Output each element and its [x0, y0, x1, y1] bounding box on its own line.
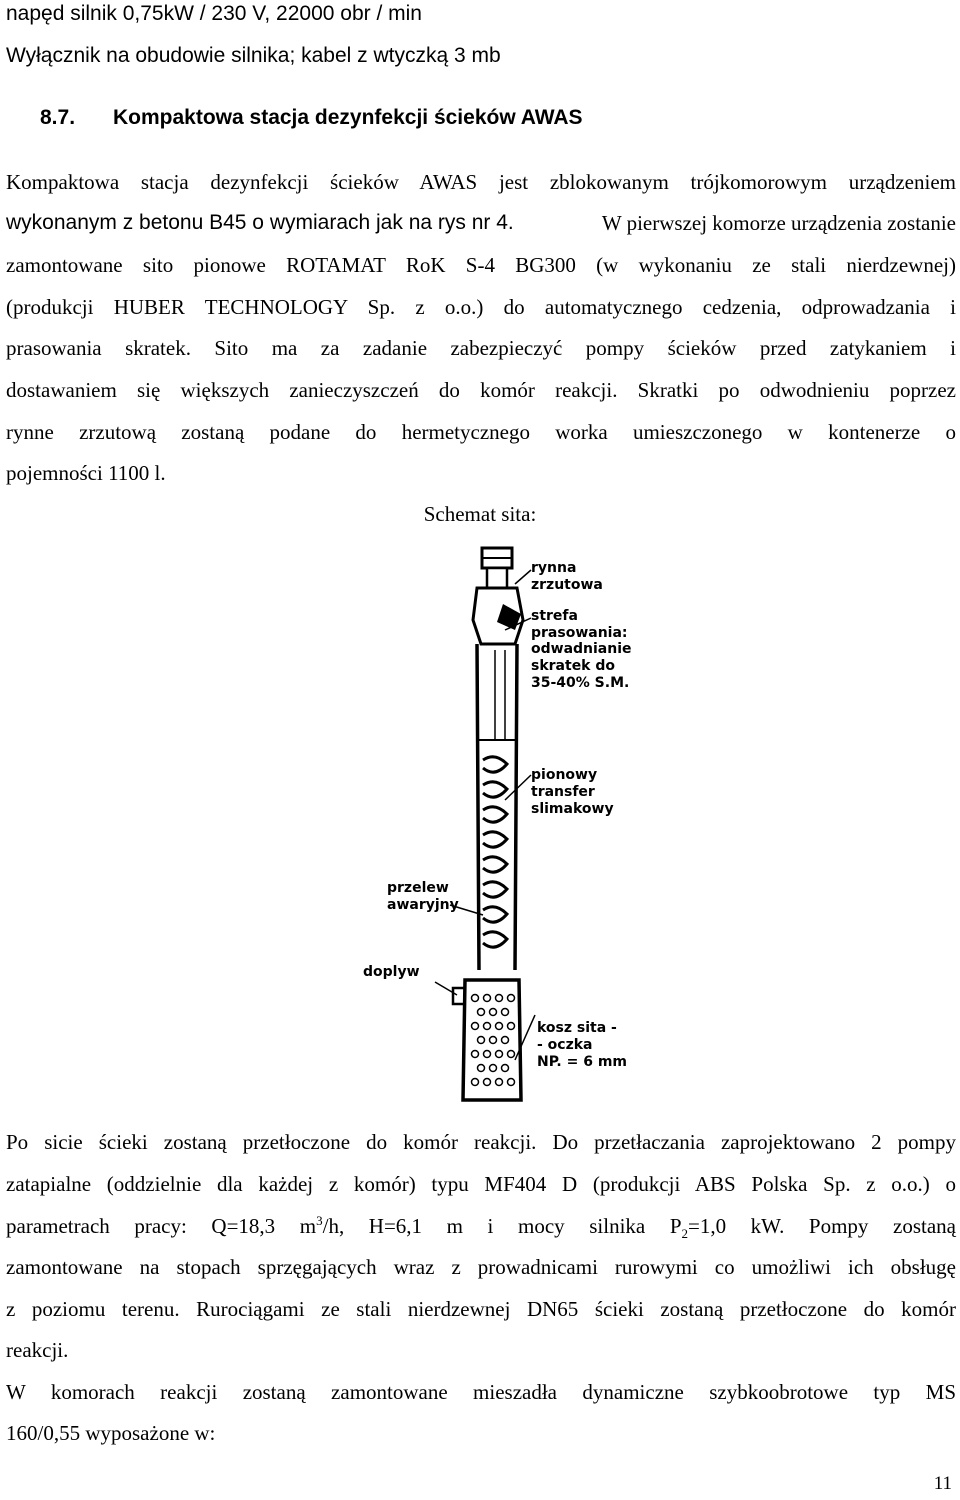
- para1-line-2a: wykonanym z betonu B45 o wymiarach jak na rys nr 4.: [6, 211, 514, 234]
- para2-line-6: reakcji.: [6, 1338, 69, 1362]
- para1-line-8: pojemności 1100 l.: [6, 461, 166, 485]
- para1-line-1: Kompaktowa stacja dezynfekcji ścieków AWAS jest zblokowanym trójkomorowym urządzeniem: [6, 170, 956, 194]
- para2-line-4: zamontowane na stopach sprzęgających wraz z prowadnicami rurowymi co umożliwi ich obsługę: [6, 1255, 956, 1279]
- label-strefa-5: 35-40% S.M.: [531, 675, 630, 691]
- intro-line-1: napęd silnik 0,75kW / 230 V, 22000 obr / min: [6, 2, 422, 25]
- para2-line-3b: /h, H=6,1 m i mocy silnika P: [322, 1214, 682, 1238]
- para2-line-2: zatapialne (oddzielnie dla każdej z komór) typu MF404 D (produkcji ABS Polska Sp. z o.o.) o: [6, 1172, 956, 1196]
- para2-line-5: z poziomu terenu. Rurociągami ze stali nierdzewnej DN65 ścieki zostaną przetłoczone do komór: [6, 1297, 956, 1321]
- section-title: Kompaktowa stacja dezynfekcji ścieków AWAS: [113, 106, 583, 129]
- para1-line-5: prasowania skratek. Sito ma za zadanie zabezpieczyć pompy ścieków przed zatykaniem i: [6, 336, 956, 360]
- section-number: 8.7.: [40, 106, 76, 129]
- figure-caption: Schemat sita:: [423, 502, 537, 526]
- screw-conveyor: [483, 757, 507, 947]
- label-doplyw: doplyw: [363, 964, 420, 980]
- para3-line-1: W komorach reakcji zostaną zamontowane mieszadła dynamiczne szybkoobrotowe typ MS: [6, 1380, 956, 1404]
- label-kosz-3: NP. = 6 mm: [537, 1054, 627, 1070]
- label-transfer-1: pionowy: [531, 767, 598, 783]
- page-number: 11: [933, 1473, 952, 1494]
- label-rynna-1: rynna: [531, 560, 577, 576]
- para2-line-3-sub: 2: [681, 1226, 688, 1242]
- label-strefa-4: skratek do: [531, 658, 616, 674]
- para1-line-2b: W pierwszej komorze urządzenia zostanie: [601, 211, 956, 235]
- label-transfer-3: slimakowy: [531, 801, 614, 817]
- label-kosz-1: kosz sita -: [537, 1020, 617, 1036]
- para2-line-3: [6, 1213, 956, 1242]
- label-strefa-1: strefa: [531, 608, 578, 624]
- para1-line-6: dostawaniem się większych zanieczyszczeń do komór reakcji. Skratki po odwodnieniu poprzez: [6, 378, 956, 402]
- para2-line-1: Po sicie ścieki zostaną przetłoczone do komór reakcji. Do przetłaczania zaprojektowano 2 pompy: [6, 1130, 956, 1154]
- para2-line-3c: =1,0 kW. Pompy zostaną: [688, 1214, 956, 1238]
- para1-line-2: [6, 211, 956, 235]
- para1-line-3: zamontowane sito pionowe ROTAMAT RoK S-4 BG300 (w wykonaniu ze stali nierdzewnej): [6, 253, 956, 277]
- label-kosz-2: - oczka: [537, 1037, 593, 1053]
- para3-line-2: 160/0,55 wyposażone w:: [6, 1421, 216, 1445]
- para1-line-4: (produkcji HUBER TECHNOLOGY Sp. z o.o.) do automatycznego cedzenia, odprowadzania i: [6, 295, 956, 319]
- label-transfer-2: transfer: [531, 784, 595, 800]
- label-strefa-3: odwadnianie: [531, 641, 632, 657]
- label-przelew-2: awaryjny: [387, 897, 459, 913]
- label-przelew-1: przelew: [387, 880, 449, 896]
- para2-line-3-sup: 3: [316, 1213, 323, 1228]
- label-rynna-2: zrzutowa: [531, 577, 603, 593]
- para1-line-7: rynne zrzutową zostaną podane do hermetycznego worka umieszczonego w kontenerze o: [6, 420, 956, 444]
- label-strefa-2: prasowania:: [531, 625, 628, 641]
- intro-line-2: Wyłącznik na obudowie silnika; kabel z wtyczką 3 mb: [6, 44, 501, 67]
- motor-stub: [487, 568, 507, 588]
- para2-line-3a: parametrach pracy: Q=18,3 m: [6, 1214, 317, 1238]
- sieve-schematic-figure: [355, 540, 675, 1110]
